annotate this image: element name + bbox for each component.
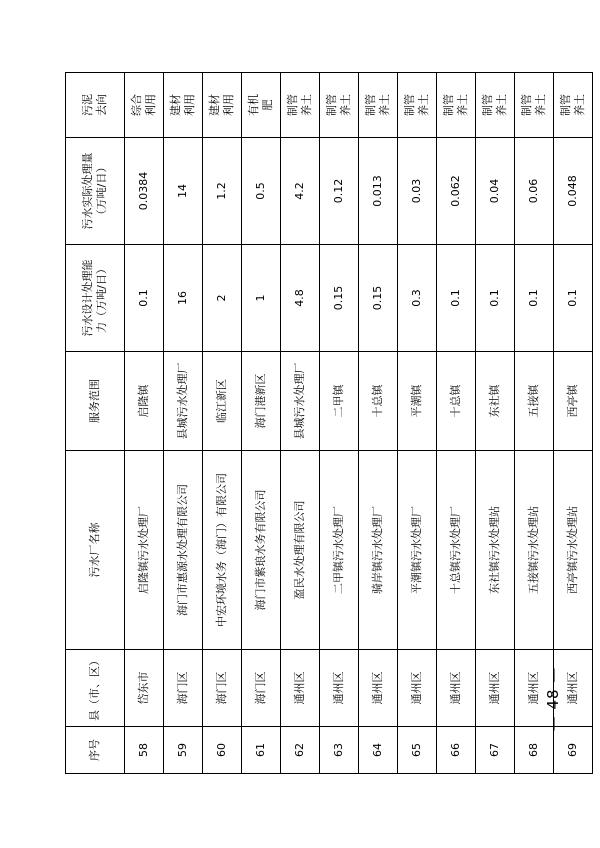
cell-design-capacity: 0.1 xyxy=(515,245,554,352)
cell-service-scope: 十总镇 xyxy=(437,352,476,451)
cell-design-capacity: 1 xyxy=(242,245,281,352)
cell-seq: 66 xyxy=(437,727,476,774)
cell-sludge-destination xyxy=(359,73,398,138)
cell-service-scope: 县城污水处理厂 xyxy=(164,352,203,451)
cell-design-capacity: 4.8 xyxy=(281,245,320,352)
column-header-sludge-destination xyxy=(66,73,125,138)
table-header-row xyxy=(66,73,125,774)
cell-actual-volume: 4.2 xyxy=(281,138,320,245)
table-header xyxy=(66,73,125,774)
design-capacity-line2: 力（万吨/日） xyxy=(95,263,108,333)
table-row xyxy=(437,73,476,774)
cell-county: 通州区 xyxy=(281,650,320,727)
cell-plant-name: 盈民水处理有限公司 xyxy=(281,451,320,650)
cell-service-scope: 海门港新区 xyxy=(242,352,281,451)
page-number: — 48 — xyxy=(544,666,562,732)
cell-sludge-line2: 养土 xyxy=(456,94,469,116)
cell-plant-name: 西亭镇污水处理站 xyxy=(554,451,593,650)
cell-design-capacity: 0.1 xyxy=(125,245,164,352)
cell-actual-volume: 1.2 xyxy=(203,138,242,245)
table-row xyxy=(359,73,398,774)
cell-design-capacity: 2 xyxy=(203,245,242,352)
column-header-county: 县（市、区） xyxy=(66,650,125,727)
cell-county: 海门区 xyxy=(242,650,281,727)
cell-county: 通州区 xyxy=(320,650,359,727)
table-row xyxy=(476,73,515,774)
cell-seq: 60 xyxy=(203,727,242,774)
cell-sludge-line2: 养土 xyxy=(339,94,352,116)
cell-seq: 67 xyxy=(476,727,515,774)
cell-sludge-line1: 制管 xyxy=(364,94,378,116)
column-header-seq: 序号 xyxy=(66,727,125,774)
column-header-plant-name: 污水厂名称 xyxy=(66,451,125,650)
cell-actual-volume: 0.013 xyxy=(359,138,398,245)
cell-actual-volume: 0.12 xyxy=(320,138,359,245)
table-row xyxy=(125,73,164,774)
cell-sludge-line1: 制管 xyxy=(481,94,495,116)
cell-county: 通州区 xyxy=(437,650,476,727)
cell-design-capacity: 0.3 xyxy=(398,245,437,352)
cell-actual-volume: 0.0384 xyxy=(125,138,164,245)
cell-county: 通州区 xyxy=(359,650,398,727)
cell-plant-name: 海门市惠源水处理有限公司 xyxy=(164,451,203,650)
cell-service-scope: 临江新区 xyxy=(203,352,242,451)
cell-actual-volume: 0.048 xyxy=(554,138,593,245)
column-header-actual-volume xyxy=(66,138,125,245)
cell-plant-name: 十总镇污水处理厂 xyxy=(437,451,476,650)
cell-service-scope: 东社镇 xyxy=(476,352,515,451)
cell-county: 海门区 xyxy=(164,650,203,727)
actual-volume-line2: （万吨/日） xyxy=(95,161,108,221)
cell-sludge-destination xyxy=(281,73,320,138)
cell-plant-name: 平潮镇污水处理厂 xyxy=(398,451,437,650)
cell-seq: 59 xyxy=(164,727,203,774)
design-capacity-line1: 污水设计处理能 xyxy=(81,259,95,337)
cell-plant-name: 启隆镇污水处理厂 xyxy=(125,451,164,650)
cell-actual-volume: 14 xyxy=(164,138,203,245)
cell-design-capacity: 0.1 xyxy=(476,245,515,352)
cell-sludge-destination xyxy=(125,73,164,138)
cell-sludge-line2: 肥 xyxy=(261,99,274,111)
cell-seq: 63 xyxy=(320,727,359,774)
cell-sludge-destination xyxy=(203,73,242,138)
cell-sludge-destination xyxy=(242,73,281,138)
cell-county: 岱东市 xyxy=(125,650,164,727)
cell-plant-name: 海门市紫琅水务有限公司 xyxy=(242,451,281,650)
cell-design-capacity: 0.15 xyxy=(320,245,359,352)
table-row xyxy=(398,73,437,774)
column-header-service-scope: 服务范围 xyxy=(66,352,125,451)
cell-sludge-line2: 利用 xyxy=(183,94,196,116)
cell-design-capacity: 0.15 xyxy=(359,245,398,352)
cell-design-capacity: 0.1 xyxy=(554,245,593,352)
cell-actual-volume: 0.062 xyxy=(437,138,476,245)
table-row xyxy=(320,73,359,774)
sludge-destination-line2: 去向 xyxy=(95,94,108,116)
cell-service-scope: 二甲镇 xyxy=(320,352,359,451)
table-row xyxy=(203,73,242,774)
cell-sludge-line1: 建材 xyxy=(208,94,222,116)
cell-sludge-line1: 制管 xyxy=(442,94,456,116)
cell-actual-volume: 0.03 xyxy=(398,138,437,245)
cell-actual-volume: 0.5 xyxy=(242,138,281,245)
cell-sludge-line2: 利用 xyxy=(222,94,235,116)
column-header-design-capacity xyxy=(66,245,125,352)
cell-sludge-line1: 制管 xyxy=(325,94,339,116)
cell-service-scope: 县城污水处理厂 xyxy=(281,352,320,451)
cell-service-scope: 五接镇 xyxy=(515,352,554,451)
cell-service-scope: 启隆镇 xyxy=(125,352,164,451)
cell-sludge-line1: 综合 xyxy=(130,94,144,116)
cell-sludge-line2: 养土 xyxy=(573,94,586,116)
cell-service-scope: 西亭镇 xyxy=(554,352,593,451)
cell-plant-name: 二甲镇污水处理厂 xyxy=(320,451,359,650)
cell-sludge-destination xyxy=(515,73,554,138)
cell-sludge-line2: 养土 xyxy=(378,94,391,116)
cell-sludge-line2: 养土 xyxy=(300,94,313,116)
cell-plant-name: 五接镇污水处理站 xyxy=(515,451,554,650)
cell-seq: 62 xyxy=(281,727,320,774)
cell-sludge-line1: 制管 xyxy=(559,94,573,116)
cell-county: 海门区 xyxy=(203,650,242,727)
cell-plant-name: 中宏环境水务（海门）有限公司 xyxy=(203,451,242,650)
cell-sludge-line2: 养土 xyxy=(534,94,547,116)
cell-sludge-line1: 制管 xyxy=(286,94,300,116)
cell-sludge-line1: 制管 xyxy=(403,94,417,116)
cell-actual-volume: 0.04 xyxy=(476,138,515,245)
sewage-plant-table-container xyxy=(65,74,586,774)
cell-sludge-destination xyxy=(320,73,359,138)
cell-sludge-destination xyxy=(164,73,203,138)
cell-sludge-line1: 制管 xyxy=(520,94,534,116)
cell-design-capacity: 16 xyxy=(164,245,203,352)
cell-sludge-destination xyxy=(476,73,515,138)
cell-actual-volume: 0.06 xyxy=(515,138,554,245)
sludge-destination-line1: 污泥 xyxy=(81,94,95,116)
cell-sludge-line1: 建材 xyxy=(169,94,183,116)
cell-county: 通州区 xyxy=(515,650,554,727)
cell-seq: 64 xyxy=(359,727,398,774)
cell-service-scope: 平潮镇 xyxy=(398,352,437,451)
cell-sludge-destination xyxy=(398,73,437,138)
cell-sludge-destination xyxy=(437,73,476,138)
cell-seq: 65 xyxy=(398,727,437,774)
cell-service-scope: 十总镇 xyxy=(359,352,398,451)
cell-sludge-line1: 有机 xyxy=(247,94,261,116)
cell-county: 通州区 xyxy=(476,650,515,727)
cell-county: 通州区 xyxy=(554,650,593,727)
table-row xyxy=(281,73,320,774)
cell-seq: 61 xyxy=(242,727,281,774)
cell-seq: 68 xyxy=(515,727,554,774)
cell-sludge-destination xyxy=(554,73,593,138)
table-body xyxy=(125,73,593,774)
cell-design-capacity: 0.1 xyxy=(437,245,476,352)
cell-seq: 69 xyxy=(554,727,593,774)
actual-volume-line1: 污水实际处理量 xyxy=(81,152,95,230)
cell-plant-name: 骑岸镇污水处理厂 xyxy=(359,451,398,650)
cell-plant-name: 东社镇污水处理站 xyxy=(476,451,515,650)
table-row xyxy=(164,73,203,774)
cell-sludge-line2: 养土 xyxy=(417,94,430,116)
cell-sludge-line2: 养土 xyxy=(495,94,508,116)
cell-county: 通州区 xyxy=(398,650,437,727)
sewage-plant-table xyxy=(65,72,593,774)
cell-seq: 58 xyxy=(125,727,164,774)
table-row xyxy=(242,73,281,774)
cell-sludge-line2: 利用 xyxy=(144,94,157,116)
